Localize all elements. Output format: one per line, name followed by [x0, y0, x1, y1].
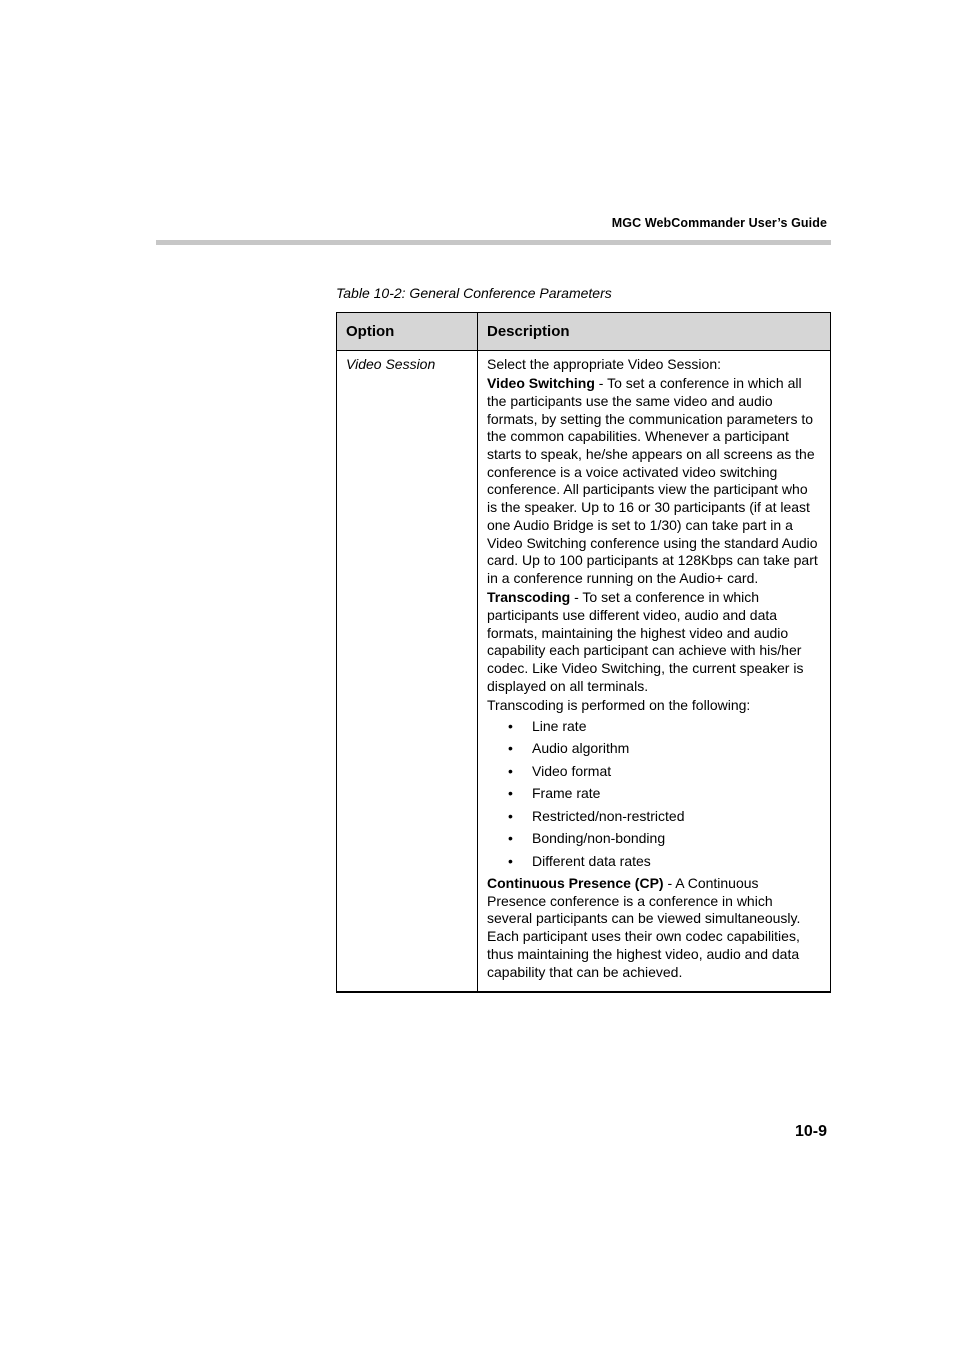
- table-row: [337, 351, 831, 992]
- continuous-presence-term: Continuous Presence (CP): [487, 875, 664, 892]
- transcoding-paragraph: [487, 589, 820, 695]
- list-item-text: Audio algorithm: [532, 740, 630, 757]
- video-switching-term: Video Switching: [487, 375, 595, 392]
- description-intro: Select the appropriate Video Session:: [487, 356, 722, 372]
- list-item-text: Restricted/non-restricted: [532, 807, 685, 824]
- running-header-title: MGC WebCommander User’s Guide: [611, 216, 827, 230]
- transcoding-list-intro: Transcoding is performed on the following:: [487, 696, 751, 713]
- bullet-icon: •: [508, 830, 513, 847]
- list-item: [487, 830, 820, 848]
- list-item: [487, 740, 820, 758]
- list-item: [487, 763, 820, 781]
- table-caption: Table 10-2: General Conference Parameters: [336, 285, 612, 301]
- transcoding-items-list: [487, 718, 820, 871]
- option-cell: [337, 351, 478, 992]
- list-item: [487, 718, 820, 736]
- list-item-text: Line rate: [532, 717, 587, 734]
- continuous-presence-paragraph: [487, 875, 820, 981]
- video-switching-paragraph: [487, 375, 820, 587]
- list-item: [487, 853, 820, 871]
- bullet-icon: •: [508, 740, 513, 757]
- list-item-text: Video format: [532, 762, 612, 779]
- column-header-option: Option: [337, 313, 478, 351]
- transcoding-text: - To set a conference in which participants use different video, audio and data formats, maintaining the highest video and audio capability each participant can achieve with his/her codec. Like Video Switching, the current speaker is displayed on all terminals.: [487, 589, 804, 694]
- continuous-presence-text: - A Continuous Presence conference is a conference in which several participants can be viewed simultaneously. Each participant uses their own codec capabilities, thus maintaining the highest video, audio and data capability that can be achieved.: [487, 875, 801, 980]
- page-number: 10-9: [794, 1123, 827, 1140]
- video-switching-text: - To set a conference in which all the participants use the same video and audio formats, by setting the communication parameters to the common capabilities. Whenever a participant starts to speak, he/she appears on all screens as the conference is a voice activated video switching conference. All participants view the participant who is the speaker. Up to 16 or 30 participants (if at least one Audio Bridge is set to 1/30) can take part in a Video Switching conference using the standard Audio card. Up to 100 participants at 128Kbps can take part in a conference running on the Audio+ card.: [487, 375, 818, 586]
- list-item: [487, 785, 820, 803]
- bullet-icon: •: [508, 852, 513, 869]
- list-item-text: Bonding/non-bonding: [532, 830, 666, 847]
- option-name: Video Session: [346, 356, 436, 372]
- bullet-icon: •: [508, 807, 513, 824]
- bullet-icon: •: [508, 717, 513, 734]
- transcoding-term: Transcoding: [487, 589, 571, 606]
- general-conference-parameters-table: [336, 312, 831, 993]
- column-header-description: Description: [478, 313, 831, 351]
- list-item-text: Different data rates: [532, 852, 651, 869]
- bullet-icon: •: [508, 785, 513, 802]
- bullet-icon: •: [508, 762, 513, 779]
- table-header-row: [337, 313, 831, 351]
- header-rule: [156, 240, 831, 245]
- description-cell: [478, 351, 831, 992]
- list-item: [487, 808, 820, 826]
- list-item-text: Frame rate: [532, 785, 601, 802]
